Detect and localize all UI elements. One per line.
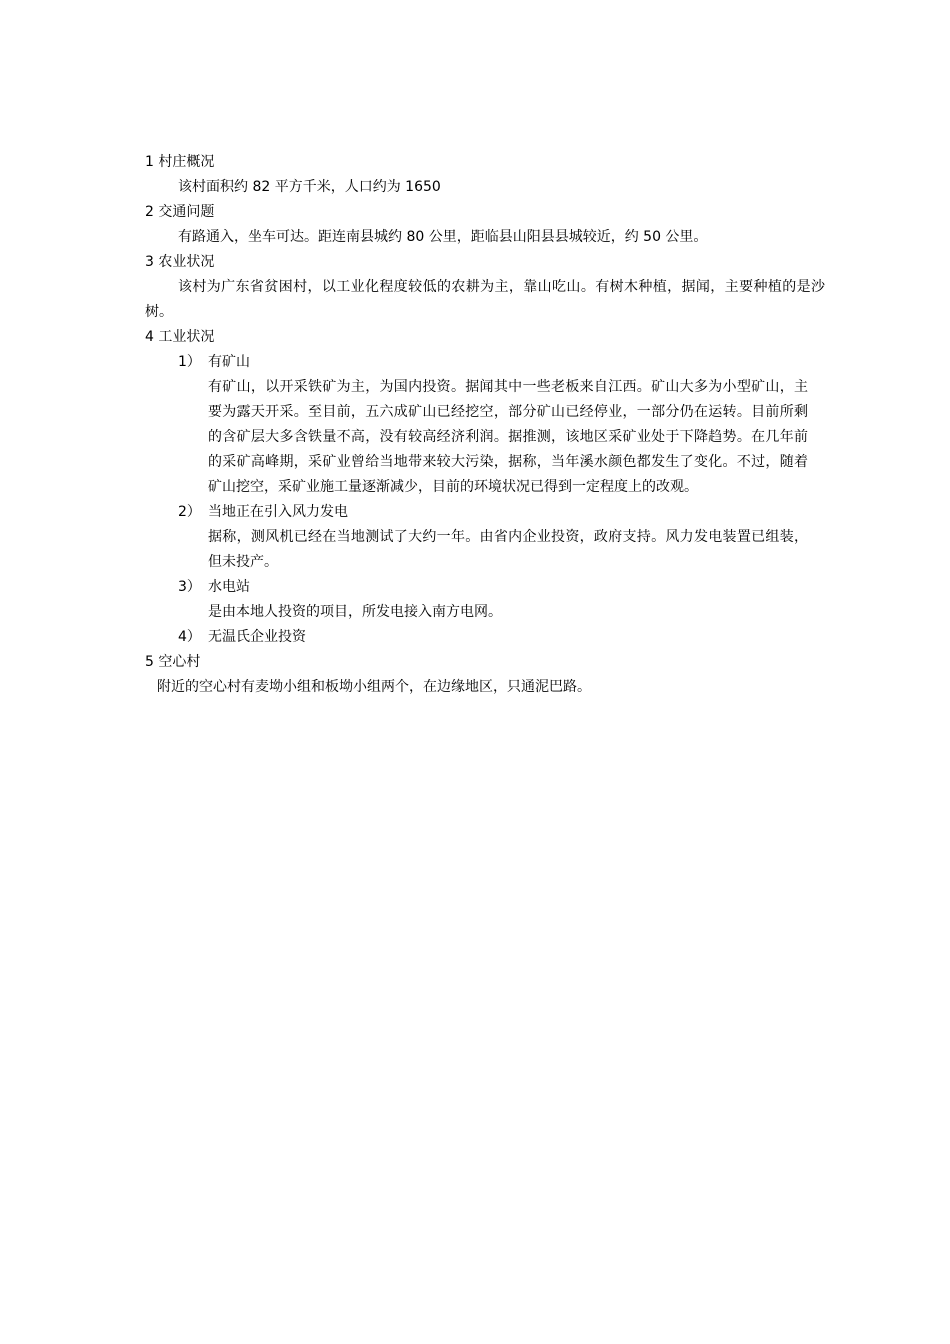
list-number: 4）	[178, 629, 201, 645]
document-content	[145, 150, 825, 700]
list-item-body-mines: 有矿山，以开采铁矿为主，为国内投资。据闻其中一些老板来自江西。矿山大多为小型矿山，主要为露天开采。至目前，五六成矿山已经挖空，部分矿山已经停业，一部分仍在运转。目前所剩的含矿层大多含铁量不高，没有较高经济利润。据推测，该地区采矿业处于下降趋势。在几年前的采矿高峰期，采矿业曾给当地带来较大污染，据称，当年溪水颜色都发生了变化。不过，随着矿山挖空，采矿业施工量逐渐减少，目前的环境状况已得到一定程度上的改观。	[208, 379, 808, 495]
section-heading-agriculture: 3 农业状况	[145, 254, 215, 270]
list-item-mines	[145, 350, 825, 375]
list-item-body-hydropower: 是由本地人投资的项目，所发电接入南方电网。	[208, 604, 502, 620]
list-number: 1）	[178, 354, 201, 370]
section-heading-hollow-village: 5 空心村	[145, 654, 201, 670]
section-body-transport: 有路通入，坐车可达。距连南县城约 80 公里，距临县山阳县县城较近，约 50 公里。	[178, 229, 708, 245]
list-item-title: 当地正在引入风力发电	[208, 504, 348, 520]
list-item-title: 水电站	[208, 579, 250, 595]
list-item-title: 有矿山	[208, 354, 250, 370]
section-heading-village-overview: 1 村庄概况	[145, 154, 215, 170]
list-item-body-wind-power: 据称，测风机已经在当地测试了大约一年。由省内企业投资，政府支持。风力发电装置已组装，但未投产。	[208, 529, 808, 570]
list-item-no-wens-investment	[145, 625, 825, 650]
list-number: 3）	[178, 579, 201, 595]
section-heading-transport: 2 交通问题	[145, 204, 215, 220]
list-item-title: 无温氏企业投资	[208, 629, 306, 645]
section-body-village-overview: 该村面积约 82 平方千米，人口约为 1650	[178, 179, 441, 195]
list-number: 2）	[178, 504, 201, 520]
section-body-agriculture: 该村为广东省贫困村，以工业化程度较低的农耕为主，靠山吃山。有树木种植，据闻，主要种植的是沙树。	[145, 279, 825, 320]
list-item-wind-power	[145, 500, 825, 525]
list-item-hydropower	[145, 575, 825, 600]
section-body-hollow-village: 附近的空心村有麦坳小组和板坳小组两个，在边缘地区，只通泥巴路。	[157, 679, 591, 695]
section-heading-industry: 4 工业状况	[145, 329, 215, 345]
